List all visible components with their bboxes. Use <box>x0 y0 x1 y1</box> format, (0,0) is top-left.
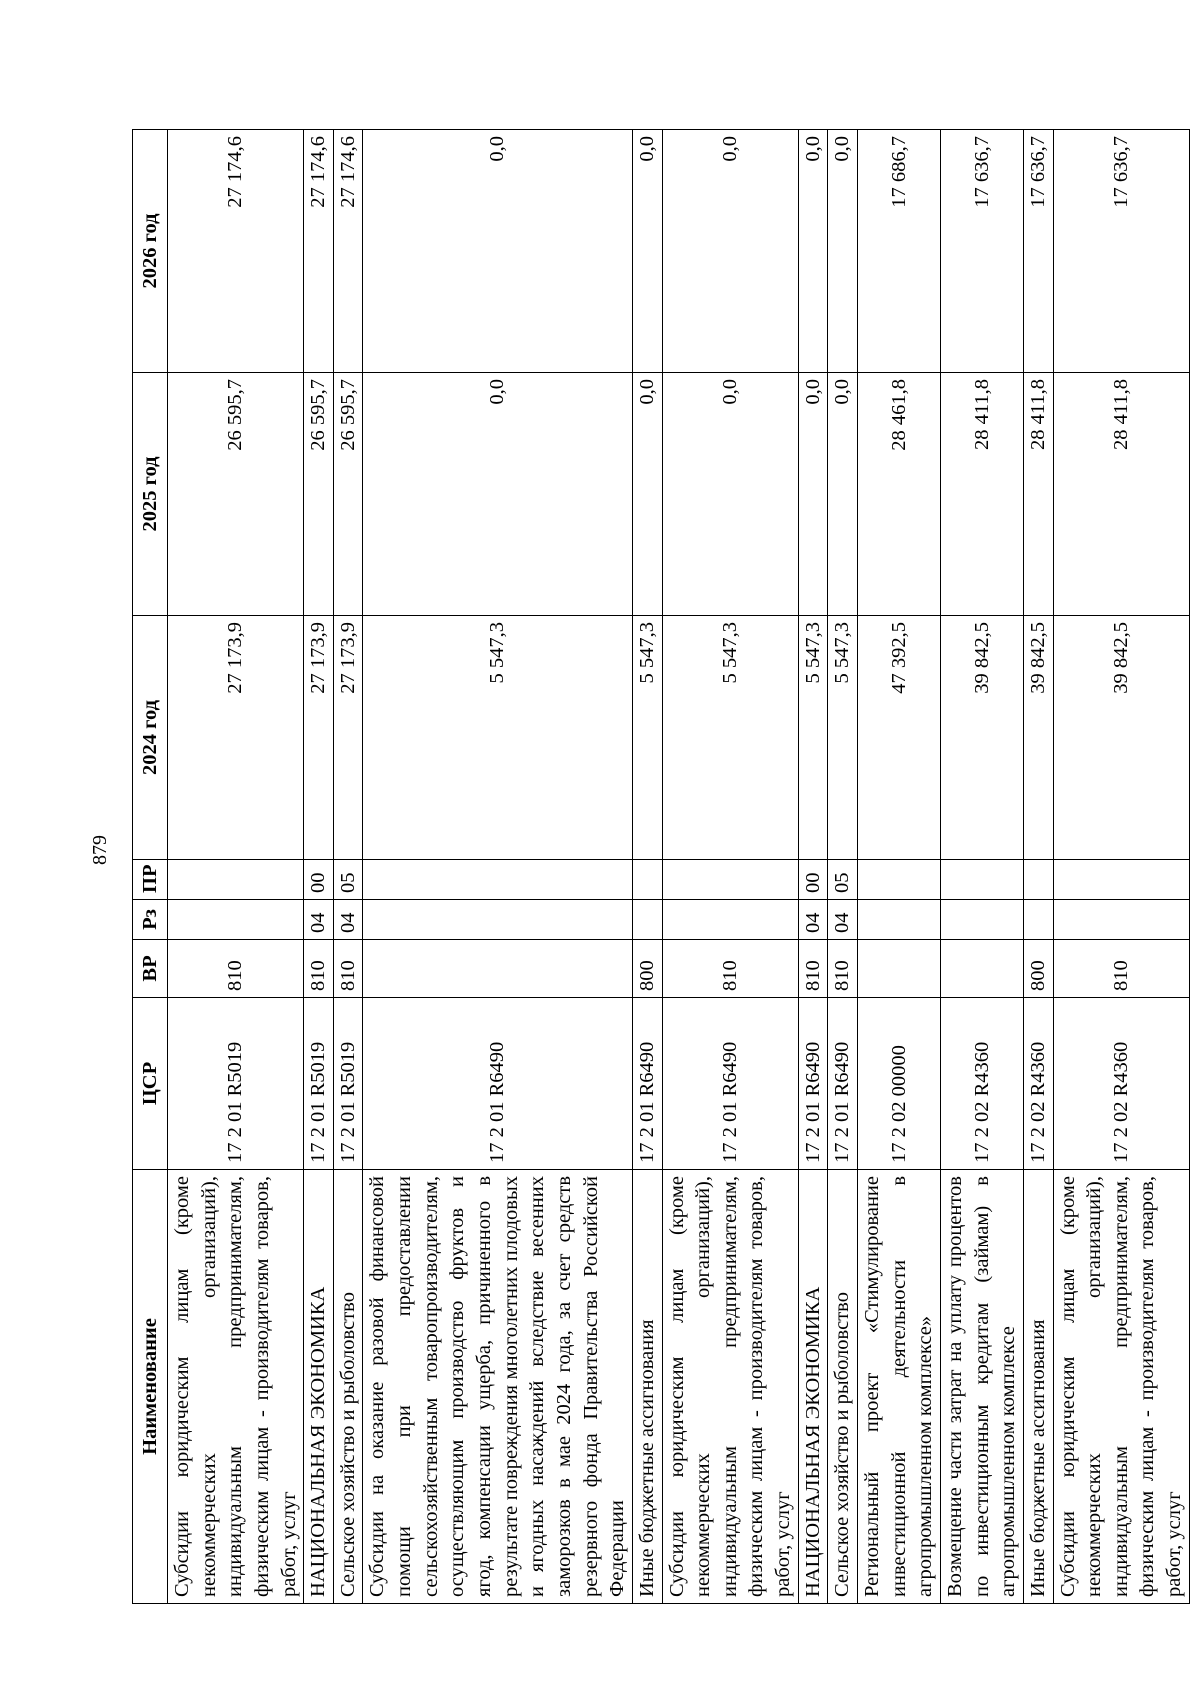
table-row <box>304 130 334 1604</box>
cell-y2026: 0,0 <box>662 130 798 373</box>
cell-y2026: 17 636,7 <box>1053 130 1189 373</box>
table-row <box>1023 130 1053 1604</box>
header-pr: ПР <box>133 860 168 900</box>
header-csr: ЦСР <box>133 998 168 1170</box>
cell-name: НАЦИОНАЛЬНАЯ ЭКОНОМИКА <box>798 1170 828 1604</box>
cell-y2025: 26 595,7 <box>168 373 304 616</box>
cell-y2025: 0,0 <box>662 373 798 616</box>
header-2024: 2024 год <box>133 616 168 860</box>
cell-y2025: 26 595,7 <box>333 373 363 616</box>
cell-pr <box>1053 860 1189 900</box>
cell-y2025: 0,0 <box>828 373 858 616</box>
cell-name: Региональный проект «Стимулирование инвестиционной деятельности в агропромышленном комплексе» <box>858 1170 941 1604</box>
table-row <box>798 130 828 1604</box>
cell-y2025: 28 411,8 <box>940 373 1023 616</box>
cell-name: Субсидии юридическим лицам (кроме некоммерческих организаций), индивидуальным предпринимателям, физическим лицам - производителям товаров, работ, услуг <box>662 1170 798 1604</box>
cell-csr: 17 2 01 R6490 <box>828 998 858 1170</box>
cell-rz: 04 <box>304 900 334 940</box>
cell-name: Возмещение части затрат на уплату процентов по инвестиционным кредитам (займам) в агропромышленном комплексе <box>940 1170 1023 1604</box>
header-name: Наименование <box>133 1170 168 1604</box>
cell-vr: 800 <box>632 940 662 998</box>
cell-csr: 17 2 01 R6490 <box>363 998 632 1170</box>
table-row <box>1053 130 1189 1604</box>
cell-y2026: 17 636,7 <box>1023 130 1053 373</box>
cell-vr: 810 <box>798 940 828 998</box>
cell-vr: 810 <box>828 940 858 998</box>
cell-name: Субсидии юридическим лицам (кроме некоммерческих организаций), индивидуальным предпринимателям, физическим лицам - производителям товаров, работ, услуг <box>1053 1170 1189 1604</box>
cell-name: НАЦИОНАЛЬНАЯ ЭКОНОМИКА <box>304 1170 334 1604</box>
cell-csr: 17 2 02 R4360 <box>1053 998 1189 1170</box>
cell-rz <box>632 900 662 940</box>
cell-y2024: 27 173,9 <box>168 616 304 860</box>
cell-y2025: 28 411,8 <box>1023 373 1053 616</box>
cell-y2024: 27 173,9 <box>333 616 363 860</box>
cell-y2025: 0,0 <box>632 373 662 616</box>
cell-y2024: 27 173,9 <box>304 616 334 860</box>
header-2025: 2025 год <box>133 373 168 616</box>
cell-pr <box>1023 860 1053 900</box>
cell-pr: 05 <box>333 860 363 900</box>
header-row <box>133 130 168 1604</box>
cell-y2025: 0,0 <box>363 373 632 616</box>
cell-pr <box>168 860 304 900</box>
cell-csr: 17 2 01 R5019 <box>168 998 304 1170</box>
table-row <box>632 130 662 1604</box>
cell-name: Сельское хозяйство и рыболовство <box>828 1170 858 1604</box>
cell-y2026: 17 636,7 <box>940 130 1023 373</box>
cell-csr: 17 2 02 R4360 <box>940 998 1023 1170</box>
header-2026: 2026 год <box>133 130 168 373</box>
cell-csr: 17 2 01 R5019 <box>304 998 334 1170</box>
table-row <box>940 130 1023 1604</box>
cell-y2024: 5 547,3 <box>798 616 828 860</box>
cell-pr: 00 <box>304 860 334 900</box>
cell-vr: 810 <box>333 940 363 998</box>
cell-y2025: 28 461,8 <box>858 373 941 616</box>
cell-y2026: 0,0 <box>632 130 662 373</box>
cell-vr: 810 <box>1053 940 1189 998</box>
cell-pr <box>662 860 798 900</box>
cell-csr: 17 2 02 R4360 <box>1023 998 1053 1170</box>
table-row <box>662 130 798 1604</box>
cell-y2024: 5 547,3 <box>632 616 662 860</box>
cell-name: Иные бюджетные ассигнования <box>1023 1170 1053 1604</box>
header-rz: Рз <box>133 900 168 940</box>
cell-y2026: 27 174,6 <box>168 130 304 373</box>
cell-pr <box>632 860 662 900</box>
table-row <box>828 130 858 1604</box>
cell-pr: 05 <box>828 860 858 900</box>
cell-y2024: 47 392,5 <box>858 616 941 860</box>
header-vr: ВР <box>133 940 168 998</box>
cell-rz <box>940 900 1023 940</box>
cell-pr <box>940 860 1023 900</box>
cell-csr: 17 2 02 00000 <box>858 998 941 1170</box>
page-number: 879 <box>89 835 111 865</box>
cell-pr <box>363 860 632 900</box>
cell-rz: 04 <box>828 900 858 940</box>
cell-vr: 800 <box>1023 940 1053 998</box>
cell-y2026: 27 174,6 <box>333 130 363 373</box>
cell-y2025: 26 595,7 <box>304 373 334 616</box>
cell-y2024: 5 547,3 <box>828 616 858 860</box>
table-row <box>333 130 363 1604</box>
cell-y2024: 39 842,5 <box>1053 616 1189 860</box>
cell-pr <box>858 860 941 900</box>
table-row <box>168 130 304 1604</box>
cell-y2025: 0,0 <box>798 373 828 616</box>
cell-csr: 17 2 01 R6490 <box>798 998 828 1170</box>
cell-rz <box>168 900 304 940</box>
cell-y2024: 39 842,5 <box>1023 616 1053 860</box>
cell-vr <box>363 940 632 998</box>
cell-vr: 810 <box>168 940 304 998</box>
cell-rz <box>1053 900 1189 940</box>
cell-y2024: 5 547,3 <box>662 616 798 860</box>
cell-rz <box>1023 900 1053 940</box>
cell-vr <box>940 940 1023 998</box>
cell-rz <box>662 900 798 940</box>
cell-y2026: 17 686,7 <box>858 130 941 373</box>
cell-csr: 17 2 01 R6490 <box>662 998 798 1170</box>
cell-y2026: 27 174,6 <box>304 130 334 373</box>
table-row <box>858 130 941 1604</box>
cell-y2024: 5 547,3 <box>363 616 632 860</box>
cell-pr: 00 <box>798 860 828 900</box>
cell-vr: 810 <box>662 940 798 998</box>
cell-y2026: 0,0 <box>828 130 858 373</box>
cell-rz <box>858 900 941 940</box>
rotated-table-container <box>132 130 1186 1604</box>
cell-y2025: 28 411,8 <box>1053 373 1189 616</box>
cell-name: Сельское хозяйство и рыболовство <box>333 1170 363 1604</box>
cell-name: Иные бюджетные ассигнования <box>632 1170 662 1604</box>
cell-name: Субсидии юридическим лицам (кроме некоммерческих организаций), индивидуальным предпринимателям, физическим лицам - производителям товаров, работ, услуг <box>168 1170 304 1604</box>
cell-csr: 17 2 01 R5019 <box>333 998 363 1170</box>
cell-rz: 04 <box>333 900 363 940</box>
cell-name: Субсидии на оказание разовой финансовой помощи при предоставлении сельскохозяйственным товаропроизводителям, осуществляющим производство фруктов и ягод, компенсации ущерба, причиненного в результате повреждения многолетних плодовых и ягодных насаждений вследствие весенних заморозков в мае 2024 года, за счет средств резервного фонда Правительства Российской Федерации <box>363 1170 632 1604</box>
cell-y2024: 39 842,5 <box>940 616 1023 860</box>
table-row <box>363 130 632 1604</box>
cell-rz: 04 <box>798 900 828 940</box>
budget-table <box>132 129 1190 1604</box>
cell-csr: 17 2 01 R6490 <box>632 998 662 1170</box>
cell-rz <box>363 900 632 940</box>
cell-y2026: 0,0 <box>363 130 632 373</box>
cell-vr <box>858 940 941 998</box>
cell-y2026: 0,0 <box>798 130 828 373</box>
cell-vr: 810 <box>304 940 334 998</box>
